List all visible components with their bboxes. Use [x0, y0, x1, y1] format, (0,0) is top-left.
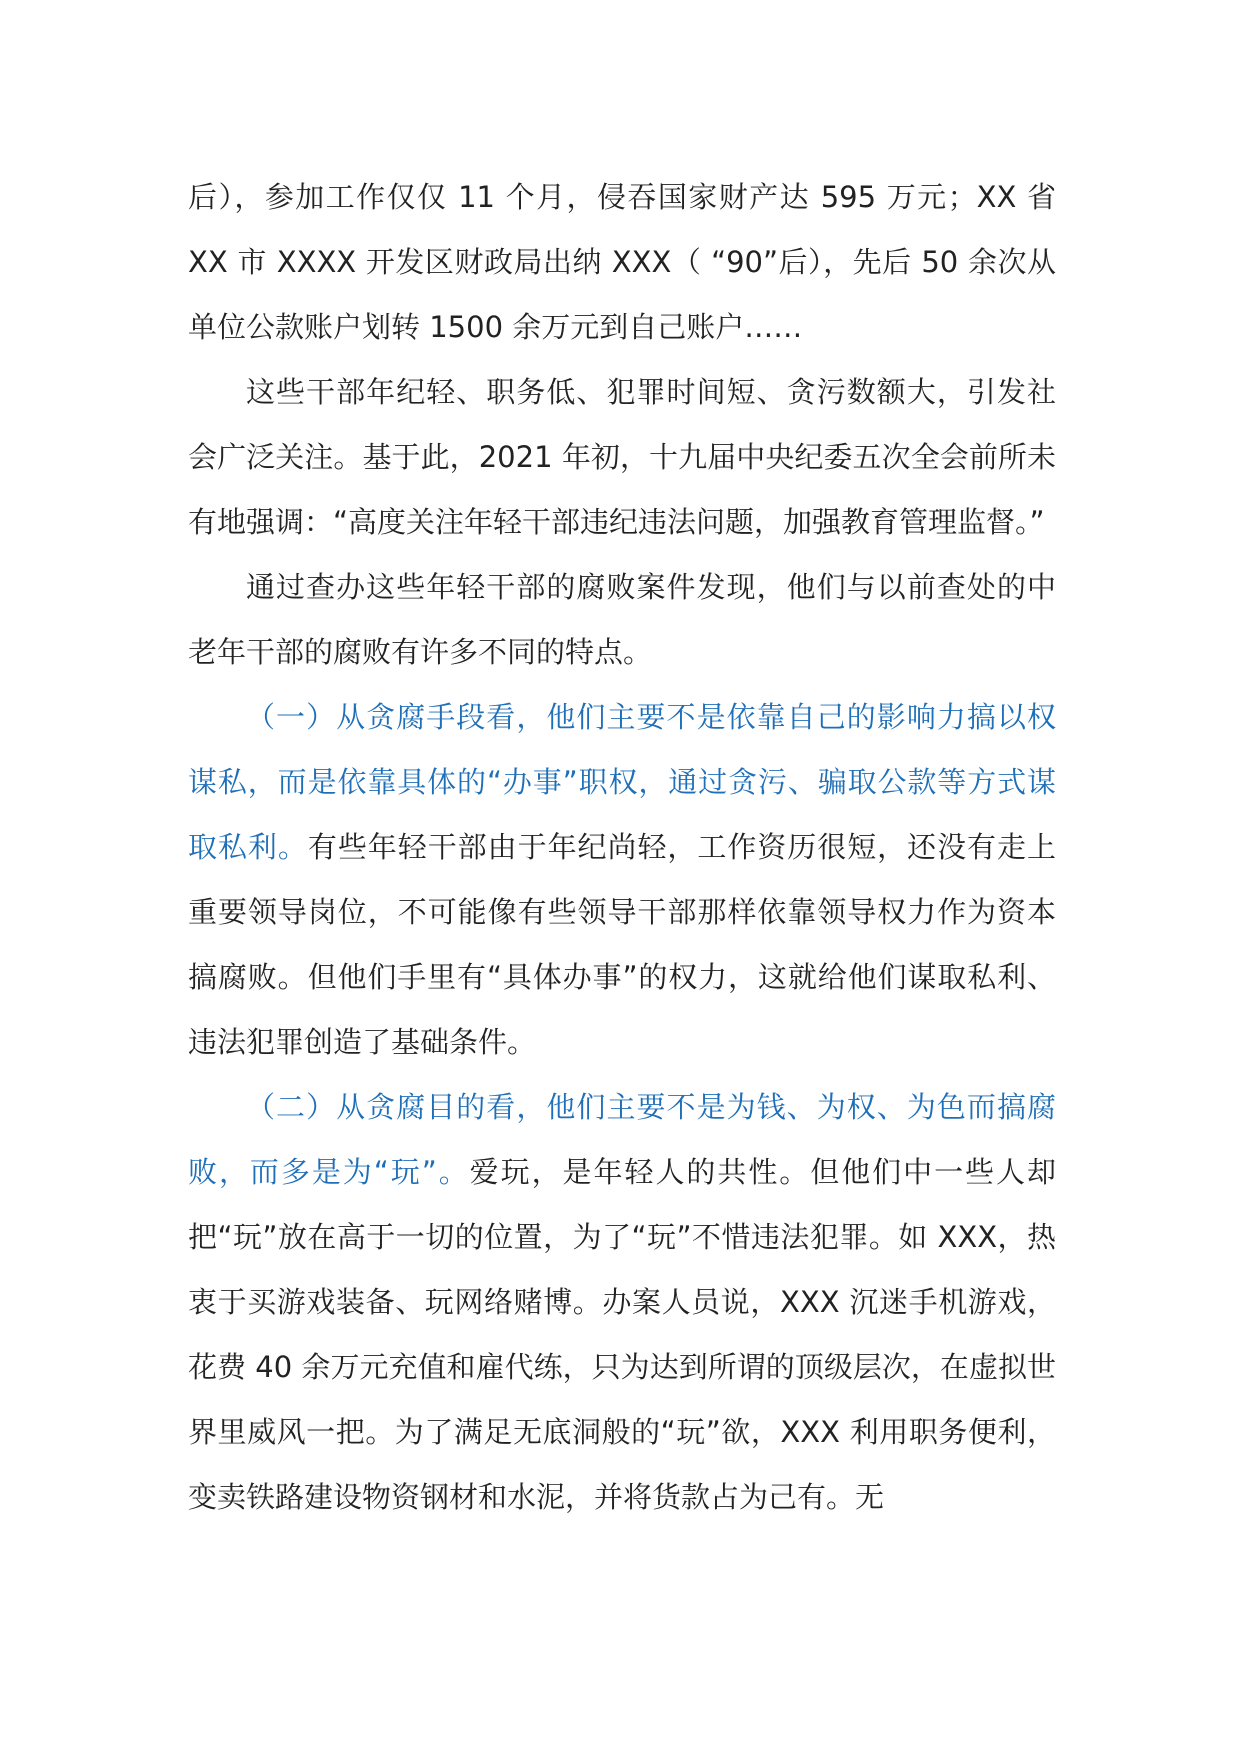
- section-heading-1: （一）从贪腐手段看，他们主要不是依靠自己的影响力搞以权谋私，而是依靠具体的“办事”职权，通过贪污、骗取公款等方式谋取私利。: [188, 700, 1056, 864]
- paragraph-3: [188, 555, 1056, 685]
- document-body: [188, 165, 1056, 1530]
- paragraph-2: [188, 360, 1056, 555]
- paragraph-4: [188, 685, 1056, 1075]
- section-heading-2: （二）从贪腐目的看，他们主要不是为钱、为权、为色而搞腐败，而多是为“玩”。: [188, 1090, 1056, 1189]
- paragraph-text: 有些年轻干部由于年纪尚轻，工作资历很短，还没有走上重要领导岗位，不可能像有些领导干部那样依靠领导权力作为资本搞腐败。但他们手里有“具体办事”的权力，这就给他们谋取私利、违法犯罪创造了基础条件。: [188, 830, 1056, 1059]
- paragraph-1: [188, 165, 1056, 360]
- paragraph-text: 爱玩，是年轻人的共性。但他们中一些人却把“玩”放在高于一切的位置，为了“玩”不惜违法犯罪。如 XXX，热衷于买游戏装备、玩网络赌博。办案人员说，XXX 沉迷手机游戏，花费 40 余万元充值和雇代练，只为达到所谓的顶级层次，在虚拟世界里威风一把。为了满足无底洞般的“玩”欲，XXX 利用职务便利，变卖铁路建设物资钢材和水泥，并将货款占为己有。无: [188, 1155, 1056, 1514]
- paragraph-text: 后），参加工作仅仅 11 个月，侵吞国家财产达 595 万元；XX 省 XX 市 XXXX 开发区财政局出纳 XXX（ “90”后），先后 50 余次从单位公款账户划转 1500 余万元到自己账户……: [188, 180, 1056, 344]
- paragraph-5: [188, 1075, 1056, 1530]
- paragraph-text: 这些干部年纪轻、职务低、犯罪时间短、贪污数额大，引发社会广泛关注。基于此，2021 年初，十九届中央纪委五次全会前所未有地强调：“高度关注年轻干部违纪违法问题，加强教育管理监督。”: [188, 375, 1056, 539]
- paragraph-text: 通过查办这些年轻干部的腐败案件发现，他们与以前查处的中老年干部的腐败有许多不同的特点。: [188, 570, 1056, 669]
